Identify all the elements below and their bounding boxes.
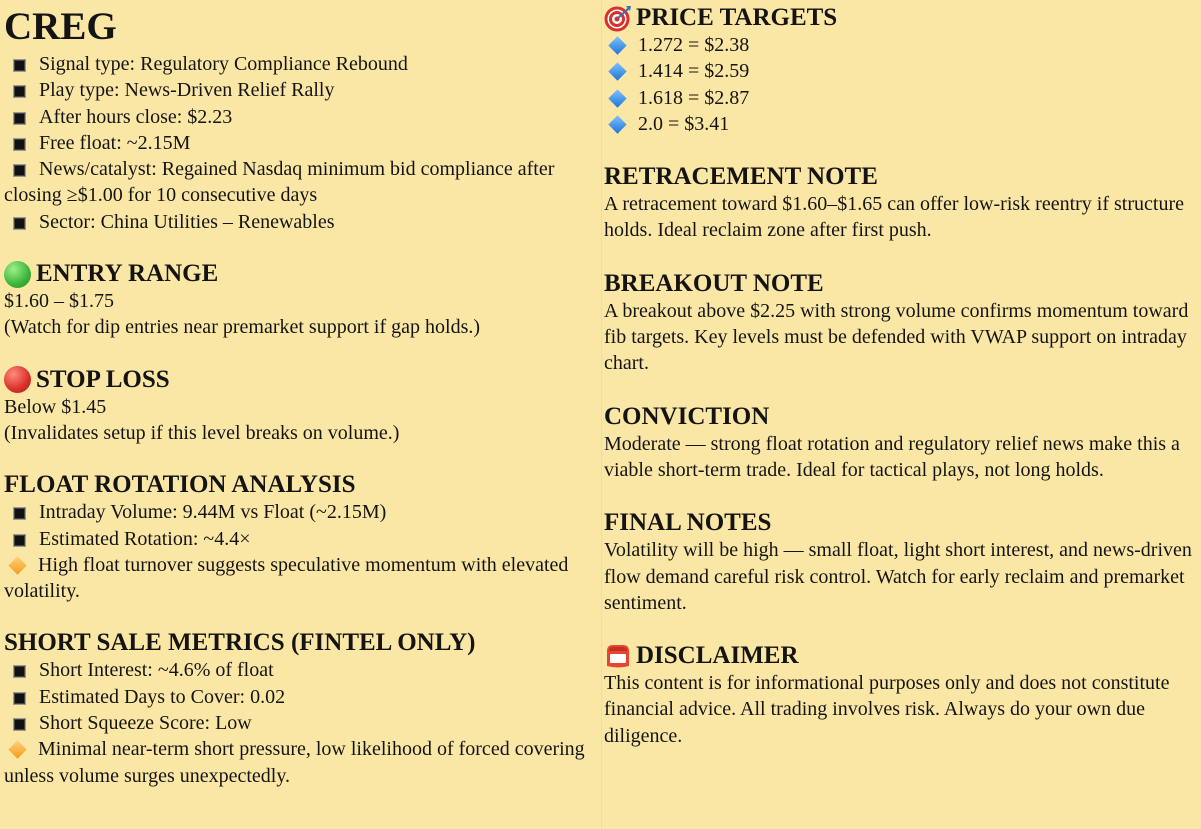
overview-item: Sector: China Utilities – Renewables bbox=[4, 209, 601, 235]
green-circle-icon bbox=[4, 261, 31, 288]
black-square-icon bbox=[13, 217, 26, 230]
overview-item-catalyst: News/catalyst: Regained Nasdaq minimum bid compliance after closing ≥$1.00 for 10 consecutive days bbox=[4, 158, 555, 207]
entry-note: (Watch for dip entries near premarket support if gap holds.) bbox=[4, 316, 481, 339]
price-targets-heading: PRICE TARGETS bbox=[604, 4, 1201, 32]
blue-diamond-icon bbox=[608, 89, 626, 107]
black-square-icon bbox=[13, 112, 26, 125]
retracement-heading: RETRACEMENT NOTE bbox=[604, 163, 878, 191]
entry-range: $1.60 – $1.75 bbox=[4, 290, 114, 313]
breakout-text: A breakout above $2.25 with strong volume confirms momentum toward fib targets. Key levels must be defended with VWAP support on intraday chart. bbox=[604, 299, 1189, 375]
blue-diamond-icon bbox=[608, 115, 626, 133]
black-square-icon bbox=[13, 164, 26, 177]
final-notes-text: Volatility will be high — small float, light short interest, and news-driven flow demand careful risk control. Watch for early reclaim and premarket sentiment. bbox=[604, 539, 1192, 614]
float-item: Intraday Volume: 9.44M vs Float (~2.15M) bbox=[4, 499, 601, 525]
blue-diamond-icon bbox=[608, 36, 626, 54]
short-item: Short Interest: ~4.6% of float bbox=[4, 657, 601, 683]
overview-item: After hours close: $2.23 bbox=[4, 104, 601, 130]
blue-diamond-icon bbox=[608, 63, 626, 81]
float-item: Estimated Rotation: ~4.4× bbox=[4, 526, 601, 552]
float-rotation-heading: FLOAT ROTATION ANALYSIS bbox=[4, 471, 356, 499]
name-badge-icon bbox=[604, 642, 632, 670]
black-square-icon bbox=[13, 59, 26, 72]
stop-heading: STOP LOSS bbox=[4, 366, 601, 394]
black-square-icon bbox=[13, 534, 26, 547]
ticker-title: CREG bbox=[4, 5, 117, 48]
orange-diamond-icon bbox=[8, 556, 26, 574]
stop-level: Below $1.45 bbox=[4, 395, 107, 418]
short-sale-heading: SHORT SALE METRICS (FINTEL ONLY) bbox=[4, 629, 476, 657]
float-insight: High float turnover suggests speculative momentum with elevated volatility. bbox=[4, 553, 569, 603]
black-square-icon bbox=[13, 138, 26, 151]
overview-item: Play type: News-Driven Relief Rally bbox=[4, 77, 601, 103]
right-column bbox=[601, 0, 1201, 829]
price-target-item: 1.272 = $2.38 bbox=[604, 32, 1201, 58]
retracement-text: A retracement toward $1.60–$1.65 can offer low-risk reentry if structure holds. Ideal reclaim zone after first push. bbox=[604, 193, 1184, 242]
black-square-icon bbox=[13, 507, 26, 520]
red-circle-icon bbox=[4, 366, 31, 393]
short-item: Estimated Days to Cover: 0.02 bbox=[4, 684, 601, 710]
overview-item: Signal type: Regulatory Compliance Rebound bbox=[4, 51, 601, 77]
price-target-item: 1.618 = $2.87 bbox=[604, 85, 1201, 111]
target-icon bbox=[604, 4, 632, 32]
short-insight: Minimal near-term short pressure, low likelihood of forced covering unless volume surges unexpectedly. bbox=[4, 738, 585, 787]
final-notes-heading: FINAL NOTES bbox=[604, 509, 772, 537]
orange-diamond-icon bbox=[8, 741, 26, 759]
black-square-icon bbox=[13, 692, 26, 705]
conviction-text: Moderate — strong float rotation and regulatory relief news make this a viable short-term trade. Ideal for tactical plays, not long holds. bbox=[604, 432, 1180, 481]
black-square-icon bbox=[13, 718, 26, 731]
entry-heading: ENTRY RANGE bbox=[4, 260, 601, 288]
price-target-item: 2.0 = $3.41 bbox=[604, 111, 1201, 137]
disclaimer-text: This content is for informational purposes only and does not constitute financial advice. All trading involves risk. Always do your own due diligence. bbox=[604, 672, 1170, 747]
overview-item: Free float: ~2.15M bbox=[4, 130, 601, 156]
price-target-item: 1.414 = $2.59 bbox=[604, 58, 1201, 84]
stop-note: (Invalidates setup if this level breaks on volume.) bbox=[4, 421, 400, 444]
breakout-heading: BREAKOUT NOTE bbox=[604, 269, 824, 297]
black-square-icon bbox=[13, 85, 26, 98]
disclaimer-heading: DISCLAIMER bbox=[604, 642, 1201, 670]
conviction-heading: CONVICTION bbox=[604, 402, 770, 430]
black-square-icon bbox=[13, 665, 26, 678]
short-item: Short Squeeze Score: Low bbox=[4, 710, 601, 736]
